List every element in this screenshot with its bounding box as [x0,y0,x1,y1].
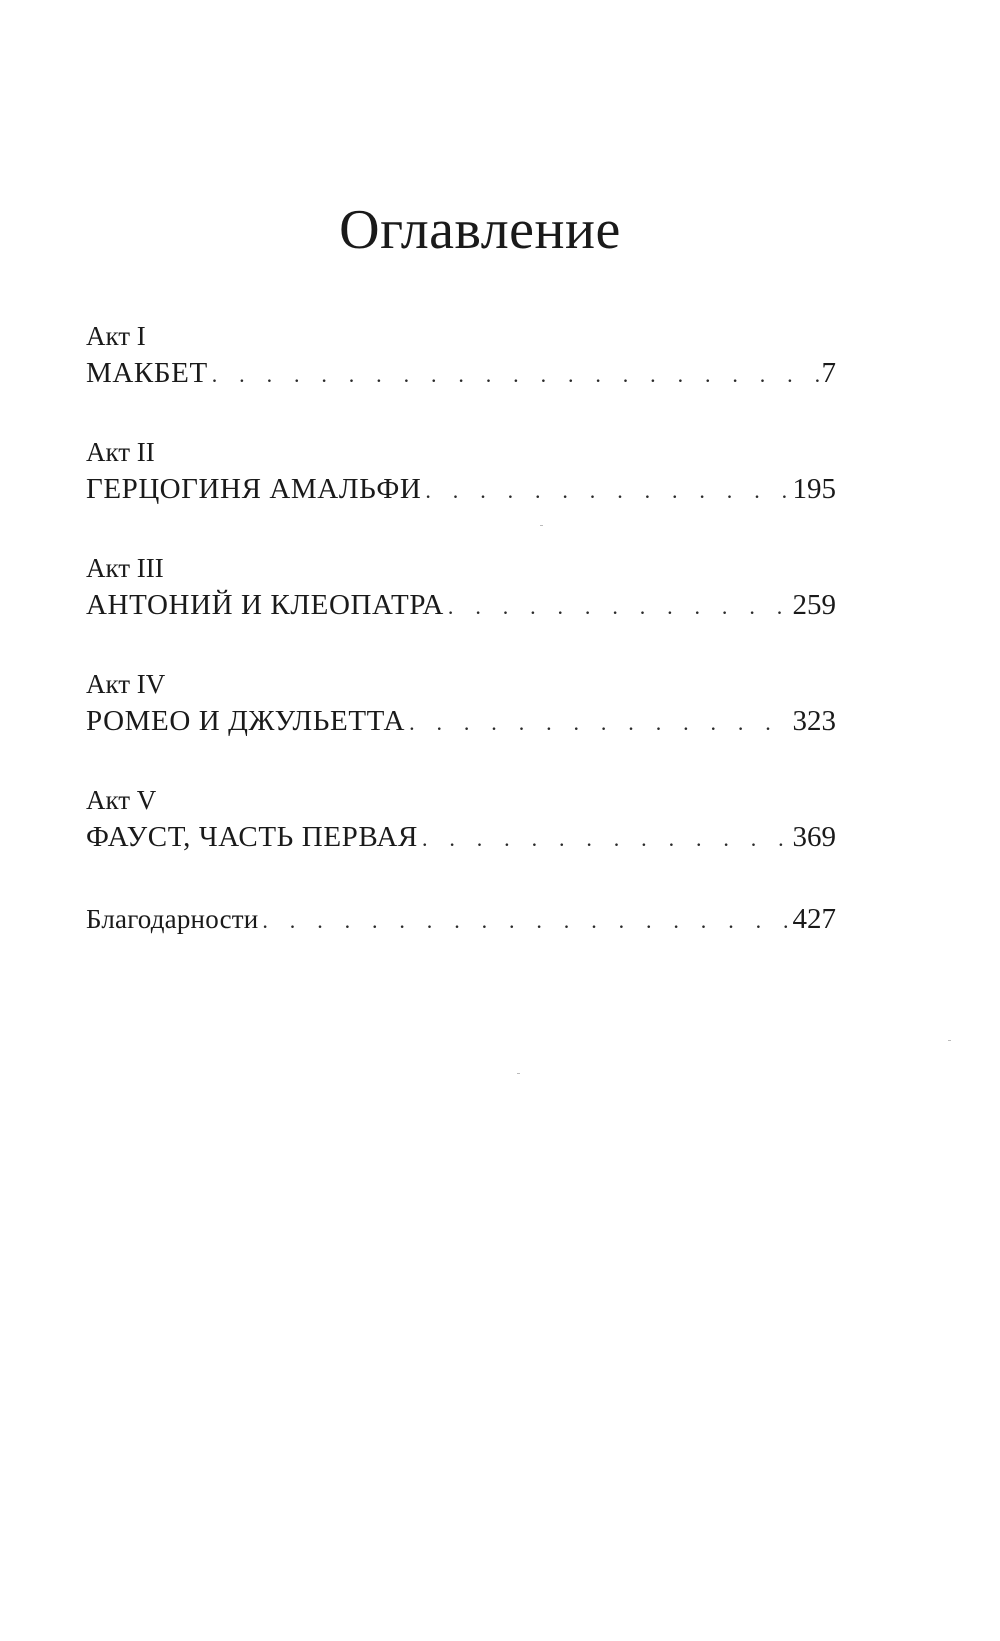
toc-line[interactable] [86,702,836,742]
toc-line[interactable] [86,900,836,940]
page-number: 259 [792,589,836,621]
paper-speck [540,525,543,526]
table-of-contents [86,318,836,980]
toc-entry-act-2 [86,434,836,510]
play-title: ФАУСТ, ЧАСТЬ ПЕРВАЯ [86,821,418,853]
dot-leader [212,356,820,394]
dot-leader [425,472,790,510]
act-label: Акт II [86,437,155,467]
page-number: 369 [792,821,836,853]
dot-leader [422,820,791,858]
toc-line[interactable] [86,586,836,626]
paper-speck [948,1040,951,1041]
toc-entry-act-1 [86,318,836,394]
play-title: АНТОНИЙ И КЛЕОПАТРА [86,589,444,621]
act-label: Акт V [86,785,157,815]
toc-line[interactable] [86,470,836,510]
toc-line[interactable] [86,818,836,858]
toc-line[interactable] [86,354,836,394]
dot-leader [262,902,790,940]
dot-leader [409,704,790,742]
toc-entry-acknowledgements [86,900,836,940]
play-title: ГЕРЦОГИНЯ АМАЛЬФИ [86,473,422,505]
page-number: 7 [821,357,836,389]
toc-entry-act-4 [86,666,836,742]
page-number: 195 [792,473,836,505]
page-number: 427 [792,903,836,935]
act-label: Акт IV [86,669,166,699]
play-title: МАКБЕТ [86,357,208,389]
page-number: 323 [792,705,836,737]
paper-speck [517,1073,520,1074]
play-title: РОМЕО И ДЖУЛЬЕТТА [86,705,406,737]
toc-entry-act-5 [86,782,836,858]
act-label: Акт III [86,553,164,583]
toc-entry-act-3 [86,550,836,626]
page-title: Оглавление [339,199,621,261]
acknowledgements-title: Благодарности [86,904,259,934]
act-label: Акт I [86,321,146,351]
dot-leader [448,588,791,626]
